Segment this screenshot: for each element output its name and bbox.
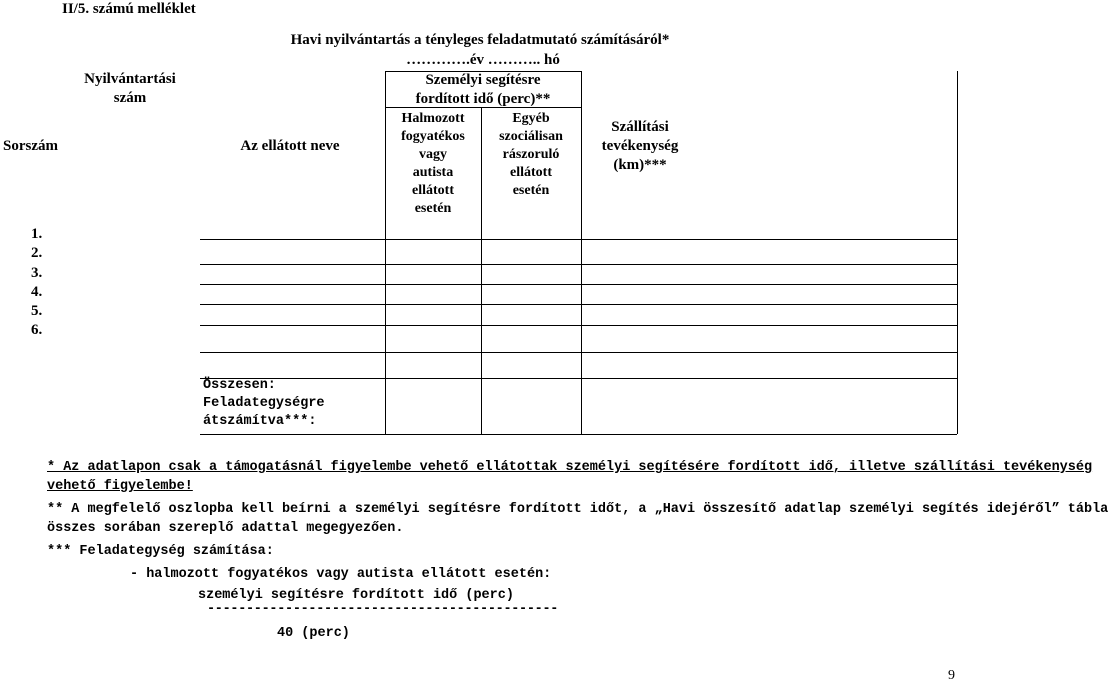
row-line: [200, 239, 957, 240]
row-number: 5.: [31, 303, 43, 320]
formula-denominator: 40 (perc): [277, 626, 350, 641]
row-line: [200, 284, 957, 285]
row-line: [200, 304, 957, 305]
formula-numerator: személyi segítésre fordított idő (perc): [198, 588, 514, 603]
row-numbers: [31, 225, 42, 341]
row-number: 1.: [31, 226, 43, 242]
header-egyeb: Egyéb szociálisan rászoruló ellátott esetén: [499, 111, 563, 198]
form-title: Havi nyilvántartás a tényleges feladatmutató számításáról*: [290, 32, 670, 48]
formula-item: - halmozott fogyatékos vagy autista ellátott esetén:: [130, 567, 552, 582]
note-2: ** A megfelelő oszlopba kell beírni a személyi segítésre fordított időt, a „Havi összesítő adatlap személyi segítés idejéről” tábla: [47, 502, 1108, 517]
row-number: 2.: [31, 245, 43, 262]
converted-label: Feladategységre: [203, 396, 325, 411]
row-number: 3.: [31, 264, 43, 281]
header-halmozott: Halmozott fogyatékos vagy autista ellátott esetén: [401, 111, 465, 216]
row-line: [200, 352, 957, 353]
page-number: 9: [948, 668, 955, 683]
note-2-cont: összes sorában szereplő adattal megegyezően.: [47, 521, 404, 536]
header-ellatott-neve: Az ellátott neve: [240, 138, 340, 154]
note-1: * Az adatlapon csak a támogatásnál figyelembe vehető ellátottak személyi segítésére fordított idő, illetve szállítási tevékenység: [47, 460, 1093, 475]
row-line: [200, 434, 957, 435]
total-label: Összesen:: [203, 378, 276, 393]
formula-fraction-bar: ---------------------------------------------: [207, 602, 559, 617]
header-szemelyi-segites: Személyi segítésre fordított idő (perc)**: [415, 72, 551, 107]
header-sorszam: Sorszám: [3, 138, 58, 154]
note-3: *** Feladategység számítása:: [47, 544, 274, 559]
annex-label: II/5. számú melléklet: [62, 1, 196, 17]
header-szallitasi: Szállítási tevékenység (km)***: [601, 119, 679, 173]
row-number: 4.: [31, 283, 43, 300]
totals-labels: [203, 377, 325, 431]
header-nyilvantartasi-szam: Nyilvántartási szám: [84, 71, 176, 106]
column-line: [957, 71, 958, 434]
row-number: 6.: [31, 322, 43, 339]
converted-label: átszámítva***:: [203, 414, 317, 429]
note-1-cont: vehető figyelembe!: [47, 479, 193, 494]
period-line: ………….év ……….. hó: [406, 52, 560, 68]
row-line: [200, 264, 957, 265]
row-line: [200, 325, 957, 326]
